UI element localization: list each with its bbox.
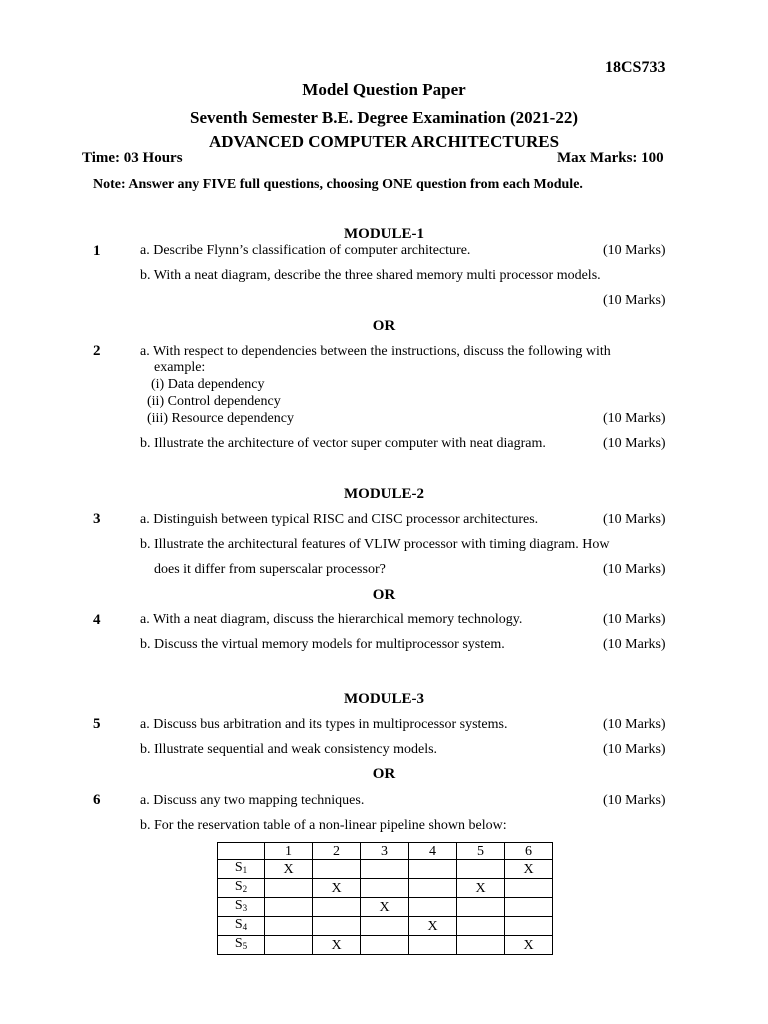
table-row (218, 860, 553, 879)
course-code: 18CS733 (605, 59, 666, 76)
question-2a-marks: (10 Marks) (603, 411, 666, 426)
table-cell (361, 917, 409, 936)
question-3b-line-1: b. Illustrate the architectural features of VLIW processor with timing diagram. How (140, 537, 610, 552)
question-5b: b. Illustrate sequential and weak consistency models. (140, 742, 438, 757)
table-cell (265, 936, 313, 955)
table-cell (265, 917, 313, 936)
table-corner-cell (218, 843, 265, 860)
reservation-table (217, 842, 553, 955)
table-cell (409, 879, 457, 898)
or-separator: OR (372, 587, 396, 603)
stage-label: $S_2$ (218, 879, 265, 898)
module-2-heading: MODULE-2 (344, 486, 424, 502)
stage-label: $S_5$ (218, 936, 265, 955)
question-3b-line-2: does it differ from superscalar processor? (154, 562, 386, 577)
question-5a-marks: (10 Marks) (603, 717, 666, 732)
table-cell (505, 917, 553, 936)
question-5b-marks: (10 Marks) (603, 742, 666, 757)
table-row (218, 898, 553, 917)
question-5-number: 5 (93, 716, 101, 732)
table-cell: X (313, 936, 361, 955)
table-cell (505, 898, 553, 917)
question-1b-marks: (10 Marks) (603, 293, 666, 308)
module-3-heading: MODULE-3 (344, 691, 424, 707)
table-cell (313, 860, 361, 879)
stage-label: $S_4$ (218, 917, 265, 936)
or-separator: OR (372, 318, 396, 334)
question-1a-marks: (10 Marks) (603, 243, 666, 258)
question-5a: a. Discuss bus arbitration and its types in multiprocessor systems. (140, 717, 508, 732)
question-1b: b. With a neat diagram, describe the three shared memory multi processor models. (140, 268, 601, 283)
table-cell (457, 898, 505, 917)
question-3b-marks: (10 Marks) (603, 562, 666, 577)
question-2a-item-i: (i) Data dependency (151, 377, 265, 392)
table-cell: X (409, 917, 457, 936)
max-marks: Max Marks: 100 (557, 150, 664, 166)
exam-title: Seventh Semester B.E. Degree Examination (2021-22) (190, 108, 578, 127)
table-row (218, 879, 553, 898)
question-4b: b. Discuss the virtual memory models for multiprocessor system. (140, 637, 505, 652)
question-4-number: 4 (93, 612, 101, 628)
table-cell (313, 917, 361, 936)
question-2-number: 2 (93, 343, 101, 359)
question-4b-marks: (10 Marks) (603, 637, 666, 652)
exam-time: Time: 03 Hours (82, 150, 183, 166)
table-column-header: 3 (361, 843, 409, 860)
table-column-header: 2 (313, 843, 361, 860)
table-cell: X (361, 898, 409, 917)
question-1a: a. Describe Flynn’s classification of computer architecture. (140, 243, 471, 258)
table-column-header: 6 (505, 843, 553, 860)
question-2a-line-2: example: (154, 360, 206, 375)
question-6a-marks: (10 Marks) (603, 793, 666, 808)
table-cell (409, 860, 457, 879)
stage-label: $S_3$ (218, 898, 265, 917)
table-row (218, 917, 553, 936)
question-3a-marks: (10 Marks) (603, 512, 666, 527)
table-cell (361, 860, 409, 879)
question-2a-line-1: a. With respect to dependencies between the instructions, discuss the following with (140, 344, 611, 359)
question-6b: b. For the reservation table of a non-linear pipeline shown below: (140, 818, 507, 833)
instruction-note: Note: Answer any FIVE full questions, choosing ONE question from each Module. (93, 177, 583, 192)
or-separator: OR (372, 766, 396, 782)
question-6-number: 6 (93, 792, 101, 808)
table-column-header: 4 (409, 843, 457, 860)
table-cell (457, 860, 505, 879)
table-cell (409, 898, 457, 917)
table-cell (409, 936, 457, 955)
table-cell: X (505, 936, 553, 955)
question-2b: b. Illustrate the architecture of vector super computer with neat diagram. (140, 436, 546, 451)
question-4a: a. With a neat diagram, discuss the hierarchical memory technology. (140, 612, 523, 627)
paper-title: Model Question Paper (302, 80, 466, 99)
table-column-header: 1 (265, 843, 313, 860)
table-row (218, 936, 553, 955)
table-cell: X (265, 860, 313, 879)
table-cell (313, 898, 361, 917)
question-2a-item-ii: (ii) Control dependency (147, 394, 281, 409)
question-3-number: 3 (93, 511, 101, 527)
table-header-row (218, 843, 553, 860)
table-cell (457, 917, 505, 936)
question-3a: a. Distinguish between typical RISC and CISC processor architectures. (140, 512, 539, 527)
table-cell: X (313, 879, 361, 898)
subject-title: ADVANCED COMPUTER ARCHITECTURES (208, 132, 560, 151)
table-column-header: 5 (457, 843, 505, 860)
table-cell (505, 879, 553, 898)
table-cell (265, 898, 313, 917)
question-1-number: 1 (93, 243, 101, 259)
table-cell: X (457, 879, 505, 898)
question-6a: a. Discuss any two mapping techniques. (140, 793, 365, 808)
stage-label: $S_1$ (218, 860, 265, 879)
table-cell (361, 936, 409, 955)
module-1-heading: MODULE-1 (344, 226, 424, 242)
table-cell (265, 879, 313, 898)
question-4a-marks: (10 Marks) (603, 612, 666, 627)
question-2b-marks: (10 Marks) (603, 436, 666, 451)
table-cell (457, 936, 505, 955)
question-2a-item-iii: (iii) Resource dependency (147, 411, 294, 426)
table-cell (361, 879, 409, 898)
table-cell: X (505, 860, 553, 879)
